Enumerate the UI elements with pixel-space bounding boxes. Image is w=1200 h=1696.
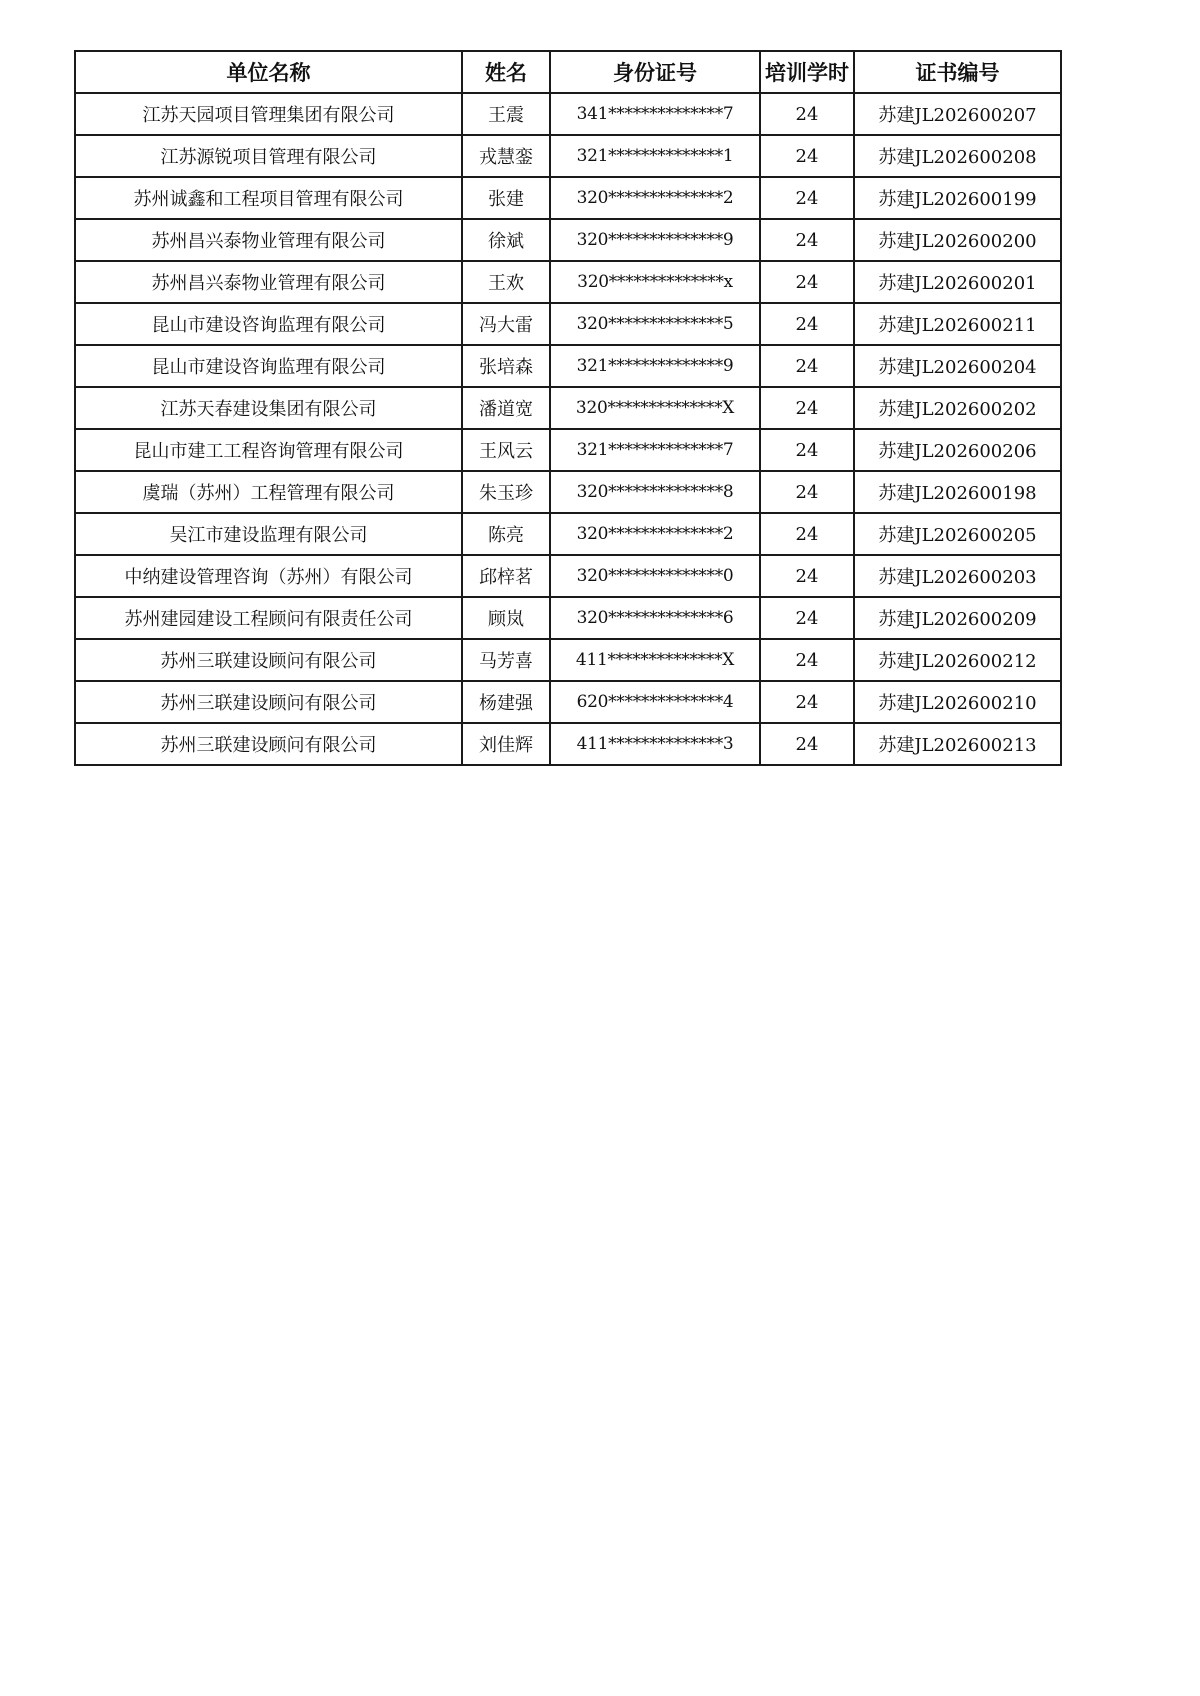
company-cell: 江苏源锐项目管理有限公司 xyxy=(75,135,462,177)
header-company: 单位名称 xyxy=(75,51,462,93)
company-cell: 中纳建设管理咨询（苏州）有限公司 xyxy=(75,555,462,597)
name-cell: 张培森 xyxy=(462,345,550,387)
certificate-number-cell: 苏建JL202600206 xyxy=(854,429,1061,471)
id-number-cell: 320**************0 xyxy=(550,555,760,597)
table-row xyxy=(75,681,1061,723)
name-cell: 戎慧銮 xyxy=(462,135,550,177)
id-number-cell: 320**************8 xyxy=(550,471,760,513)
company-cell: 苏州昌兴泰物业管理有限公司 xyxy=(75,219,462,261)
name-cell: 王震 xyxy=(462,93,550,135)
header-id-number: 身份证号 xyxy=(550,51,760,93)
table-row xyxy=(75,219,1061,261)
training-hours-cell: 24 xyxy=(760,219,854,261)
company-cell: 苏州建园建设工程顾问有限责任公司 xyxy=(75,597,462,639)
header-training-hours: 培训学时 xyxy=(760,51,854,93)
training-hours-cell: 24 xyxy=(760,513,854,555)
name-cell: 杨建强 xyxy=(462,681,550,723)
training-hours-cell: 24 xyxy=(760,93,854,135)
certificate-number-cell: 苏建JL202600208 xyxy=(854,135,1061,177)
company-cell: 吴江市建设监理有限公司 xyxy=(75,513,462,555)
certificate-number-cell: 苏建JL202600209 xyxy=(854,597,1061,639)
id-number-cell: 320**************6 xyxy=(550,597,760,639)
certificate-number-cell: 苏建JL202600211 xyxy=(854,303,1061,345)
table-body xyxy=(75,93,1061,765)
id-number-cell: 321**************1 xyxy=(550,135,760,177)
name-cell: 邱梓茗 xyxy=(462,555,550,597)
certificate-number-cell: 苏建JL202600199 xyxy=(854,177,1061,219)
table-row xyxy=(75,597,1061,639)
table-row xyxy=(75,471,1061,513)
company-cell: 江苏天春建设集团有限公司 xyxy=(75,387,462,429)
training-hours-cell: 24 xyxy=(760,429,854,471)
table-row xyxy=(75,513,1061,555)
header-name: 姓名 xyxy=(462,51,550,93)
company-cell: 昆山市建设咨询监理有限公司 xyxy=(75,345,462,387)
certificate-number-cell: 苏建JL202600202 xyxy=(854,387,1061,429)
certificate-number-cell: 苏建JL202600212 xyxy=(854,639,1061,681)
training-hours-cell: 24 xyxy=(760,387,854,429)
table-row xyxy=(75,723,1061,765)
id-number-cell: 341**************7 xyxy=(550,93,760,135)
name-cell: 顾岚 xyxy=(462,597,550,639)
training-certificate-table xyxy=(74,50,1062,766)
name-cell: 王欢 xyxy=(462,261,550,303)
table-row xyxy=(75,387,1061,429)
id-number-cell: 320**************2 xyxy=(550,513,760,555)
training-hours-cell: 24 xyxy=(760,639,854,681)
table-row xyxy=(75,303,1061,345)
certificate-number-cell: 苏建JL202600205 xyxy=(854,513,1061,555)
id-number-cell: 320**************5 xyxy=(550,303,760,345)
training-hours-cell: 24 xyxy=(760,555,854,597)
header-certificate-number: 证书编号 xyxy=(854,51,1061,93)
name-cell: 张建 xyxy=(462,177,550,219)
header-row xyxy=(75,51,1061,93)
training-hours-cell: 24 xyxy=(760,471,854,513)
certificate-number-cell: 苏建JL202600204 xyxy=(854,345,1061,387)
name-cell: 朱玉珍 xyxy=(462,471,550,513)
company-cell: 苏州昌兴泰物业管理有限公司 xyxy=(75,261,462,303)
name-cell: 刘佳辉 xyxy=(462,723,550,765)
name-cell: 潘道宽 xyxy=(462,387,550,429)
id-number-cell: 411**************3 xyxy=(550,723,760,765)
company-cell: 苏州三联建设顾问有限公司 xyxy=(75,639,462,681)
id-number-cell: 321**************7 xyxy=(550,429,760,471)
table-row xyxy=(75,429,1061,471)
training-hours-cell: 24 xyxy=(760,303,854,345)
table-row xyxy=(75,177,1061,219)
table-row xyxy=(75,261,1061,303)
id-number-cell: 320**************X xyxy=(550,387,760,429)
name-cell: 王风云 xyxy=(462,429,550,471)
training-hours-cell: 24 xyxy=(760,681,854,723)
training-hours-cell: 24 xyxy=(760,597,854,639)
company-cell: 苏州三联建设顾问有限公司 xyxy=(75,723,462,765)
name-cell: 马芳喜 xyxy=(462,639,550,681)
id-number-cell: 321**************9 xyxy=(550,345,760,387)
certificate-number-cell: 苏建JL202600198 xyxy=(854,471,1061,513)
company-cell: 苏州三联建设顾问有限公司 xyxy=(75,681,462,723)
certificate-number-cell: 苏建JL202600201 xyxy=(854,261,1061,303)
id-number-cell: 320**************x xyxy=(550,261,760,303)
certificate-number-cell: 苏建JL202600203 xyxy=(854,555,1061,597)
name-cell: 陈亮 xyxy=(462,513,550,555)
table-row xyxy=(75,345,1061,387)
training-hours-cell: 24 xyxy=(760,723,854,765)
company-cell: 苏州诚鑫和工程项目管理有限公司 xyxy=(75,177,462,219)
training-hours-cell: 24 xyxy=(760,177,854,219)
table-row xyxy=(75,135,1061,177)
table-row xyxy=(75,639,1061,681)
certificate-number-cell: 苏建JL202600207 xyxy=(854,93,1061,135)
id-number-cell: 320**************9 xyxy=(550,219,760,261)
certificate-number-cell: 苏建JL202600213 xyxy=(854,723,1061,765)
table-row xyxy=(75,93,1061,135)
id-number-cell: 411**************X xyxy=(550,639,760,681)
name-cell: 徐斌 xyxy=(462,219,550,261)
company-cell: 昆山市建工工程咨询管理有限公司 xyxy=(75,429,462,471)
table-header xyxy=(75,51,1061,93)
training-hours-cell: 24 xyxy=(760,135,854,177)
id-number-cell: 620**************4 xyxy=(550,681,760,723)
certificate-number-cell: 苏建JL202600200 xyxy=(854,219,1061,261)
id-number-cell: 320**************2 xyxy=(550,177,760,219)
name-cell: 冯大雷 xyxy=(462,303,550,345)
company-cell: 虞瑞（苏州）工程管理有限公司 xyxy=(75,471,462,513)
training-hours-cell: 24 xyxy=(760,261,854,303)
certificate-number-cell: 苏建JL202600210 xyxy=(854,681,1061,723)
company-cell: 江苏天园项目管理集团有限公司 xyxy=(75,93,462,135)
training-hours-cell: 24 xyxy=(760,345,854,387)
table-row xyxy=(75,555,1061,597)
company-cell: 昆山市建设咨询监理有限公司 xyxy=(75,303,462,345)
